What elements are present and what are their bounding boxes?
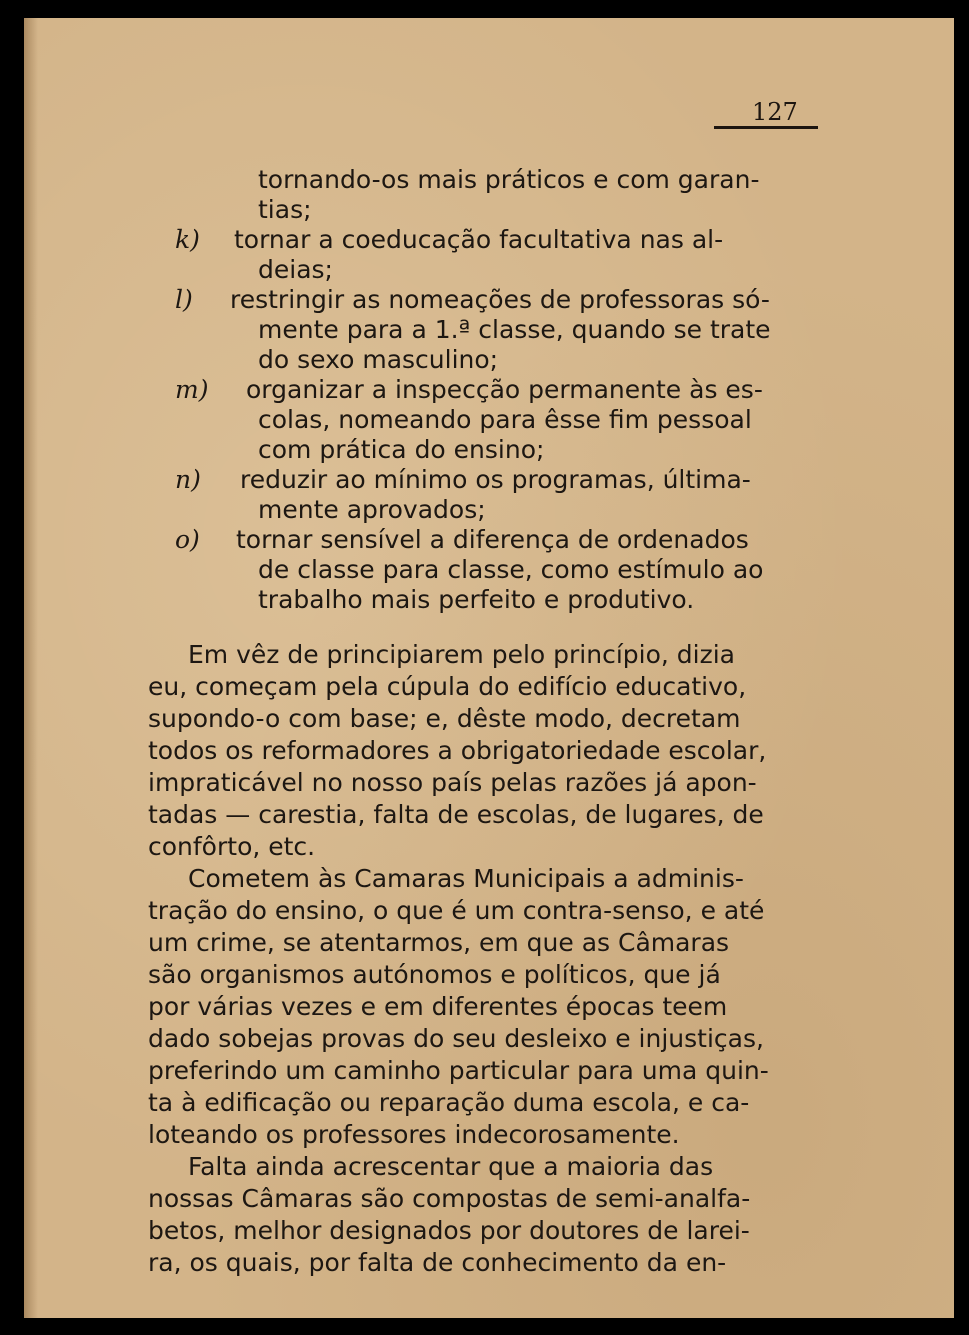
paragraph-line: ra, os quais, por falta de conhecimento da en- [148,1248,727,1277]
list-item-m-line: com prática do ensino; [258,435,545,464]
paragraph-line: tração do ensino, o que é um contra-senso, e até [148,896,765,925]
paragraph-line: um crime, se atentarmos, em que as Câmaras [148,928,730,957]
list-item-o-line: trabalho mais perfeito e produtivo. [258,585,695,614]
list-item-m-line: colas, nomeando para êsse fim pessoal [258,405,752,434]
list-item-m-line: organizar a inspecção permanente às es- [246,375,763,404]
paragraph-line: são organismos autónomos e políticos, que já [148,960,721,989]
book-page [24,18,954,1318]
list-letter-l: l) [175,285,193,314]
paragraph-line: ta à edificação ou reparação duma escola, e ca- [148,1088,750,1117]
page-number-rule [714,126,818,129]
list-continuation-line: tias; [258,195,312,224]
paragraph-line: Falta ainda acrescentar que a maioria das [188,1152,714,1181]
list-letter-o: o) [175,525,200,554]
paragraph-line: confôrto, etc. [148,832,316,861]
list-item-o-line: tornar sensível a diferença de ordenados [236,525,749,554]
list-letter-k: k) [175,225,200,254]
page-gutter-shadow [24,18,38,1318]
paragraph-line: betos, melhor designados por doutores de larei- [148,1216,750,1245]
list-item-k-line: deias; [258,255,333,284]
paragraph-line: dado sobejas provas do seu desleixo e injustiças, [148,1024,764,1053]
paragraph-line: por várias vezes e em diferentes épocas teem [148,992,728,1021]
page-number: 127 [752,98,798,126]
list-item-l-line: restringir as nomeações de professoras só- [230,285,770,314]
list-item-k-line: tornar a coeducação facultativa nas al- [234,225,724,254]
paragraph-line: Cometem às Camaras Municipais a adminis- [188,864,744,893]
list-letter-m: m) [175,375,209,404]
paragraph-line: preferindo um caminho particular para uma quin- [148,1056,769,1085]
paragraph-line: loteando os professores indecorosamente. [148,1120,680,1149]
paragraph-line: supondo-o com base; e, dêste modo, decretam [148,704,741,733]
list-item-n-line: mente aprovados; [258,495,486,524]
paragraph-line: tadas — carestia, falta de escolas, de lugares, de [148,800,764,829]
list-item-n-line: reduzir ao mínimo os programas, última- [240,465,751,494]
list-item-o-line: de classe para classe, como estímulo ao [258,555,764,584]
list-letter-n: n) [175,465,201,494]
list-item-l-line: do sexo masculino; [258,345,499,374]
paragraph-line: Em vêz de principiarem pelo princípio, dizia [188,640,735,669]
list-item-l-line: mente para a 1.ª classe, quando se trate [258,315,771,344]
paragraph-line: todos os reformadores a obrigatoriedade escolar, [148,736,767,765]
paragraph-line: nossas Câmaras são compostas de semi-analfa- [148,1184,751,1213]
paragraph-line: impraticável no nosso país pelas razões já apon- [148,768,757,797]
list-continuation-line: tornando-os mais práticos e com garan- [258,165,760,194]
paragraph-line: eu, começam pela cúpula do edifício educativo, [148,672,747,701]
